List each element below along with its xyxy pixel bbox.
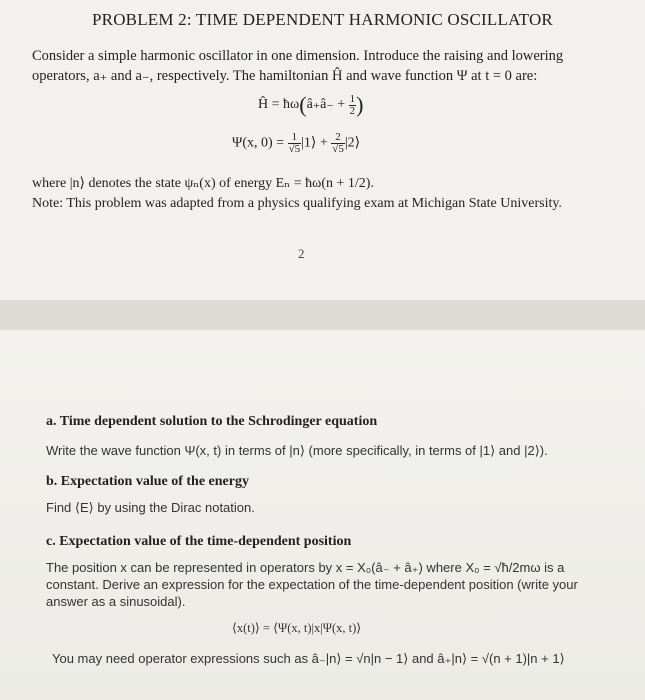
section-b-title: b. Expectation value of the energy	[46, 474, 249, 489]
section-c-title: c. Expectation value of the time-dependent position	[46, 534, 352, 549]
hamiltonian-body: â₊â₋ +	[306, 97, 346, 113]
intro-line-1: Consider a simple harmonic oscillator in one dimension. Introduce the raising and lowering	[32, 48, 564, 64]
half-den: 2	[349, 104, 356, 117]
section-c-line-2: constant. Derive an expression for the expectation of the time-dependent position (write your	[46, 577, 578, 592]
coef-2-num: 2	[331, 132, 345, 144]
coef-2-fraction	[331, 132, 345, 155]
hamiltonian-lhs: Ĥ = ħω	[258, 97, 300, 113]
paren-open: (	[299, 92, 307, 117]
note-line: Note: This problem was adapted from a physics qualifying exam at Michigan State University.	[32, 196, 562, 211]
ket-2: |2⟩	[344, 135, 361, 151]
paren-close: )	[356, 92, 364, 117]
coef-2-den: √5	[332, 143, 344, 155]
section-c-line-1: The position x can be represented in operators by x = X₀(â₋ + â₊) where X₀ = √ħ/2mω is a	[46, 560, 565, 575]
section-a-title: a. Time dependent solution to the Schrodinger equation	[46, 414, 378, 429]
section-c-line-3: answer as a sinusoidal).	[46, 594, 186, 609]
section-a-text: Write the wave function Ψ(x, t) in terms of |n⟩ (more specifically, in terms of |1⟩ and |2⟩).	[46, 443, 548, 458]
page-number: 2	[298, 246, 305, 261]
where-line: where |n⟩ denotes the state ψₙ(x) of energy Eₙ = ħω(n + 1/2).	[32, 176, 374, 191]
operator-hint: You may need operator expressions such as â₋|n⟩ = √n|n − 1⟩ and â₊|n⟩ = √(n + 1)|n + 1⟩	[52, 651, 565, 666]
page-gap	[0, 300, 645, 330]
coef-1-den: √5	[288, 143, 301, 155]
section-b-text: Find ⟨E⟩ by using the Dirac notation.	[46, 500, 255, 515]
ket-1: |1⟩ +	[301, 135, 328, 151]
section-c-text	[46, 559, 606, 610]
intro-line-2: operators, a₊ and a₋, respectively. The hamiltonian Ĥ and wave function Ψ at t = 0 are:	[32, 68, 538, 84]
half-num: 1	[349, 92, 356, 105]
position-expectation-equation: ⟨x(t)⟩ = ⟨Ψ(x, t)|x|Ψ(x, t)⟩	[232, 621, 362, 635]
problem-title: PROBLEM 2: TIME DEPENDENT HARMONIC OSCILLATOR	[92, 10, 553, 29]
definitions-block	[32, 174, 562, 214]
hamiltonian-equation	[258, 92, 364, 118]
intro-paragraph	[32, 46, 622, 86]
psi-lhs: Ψ(x, 0) =	[232, 135, 285, 151]
wavefunction-equation	[232, 132, 360, 155]
coef-1-fraction	[288, 132, 302, 155]
coef-1-num: 1	[288, 132, 302, 144]
